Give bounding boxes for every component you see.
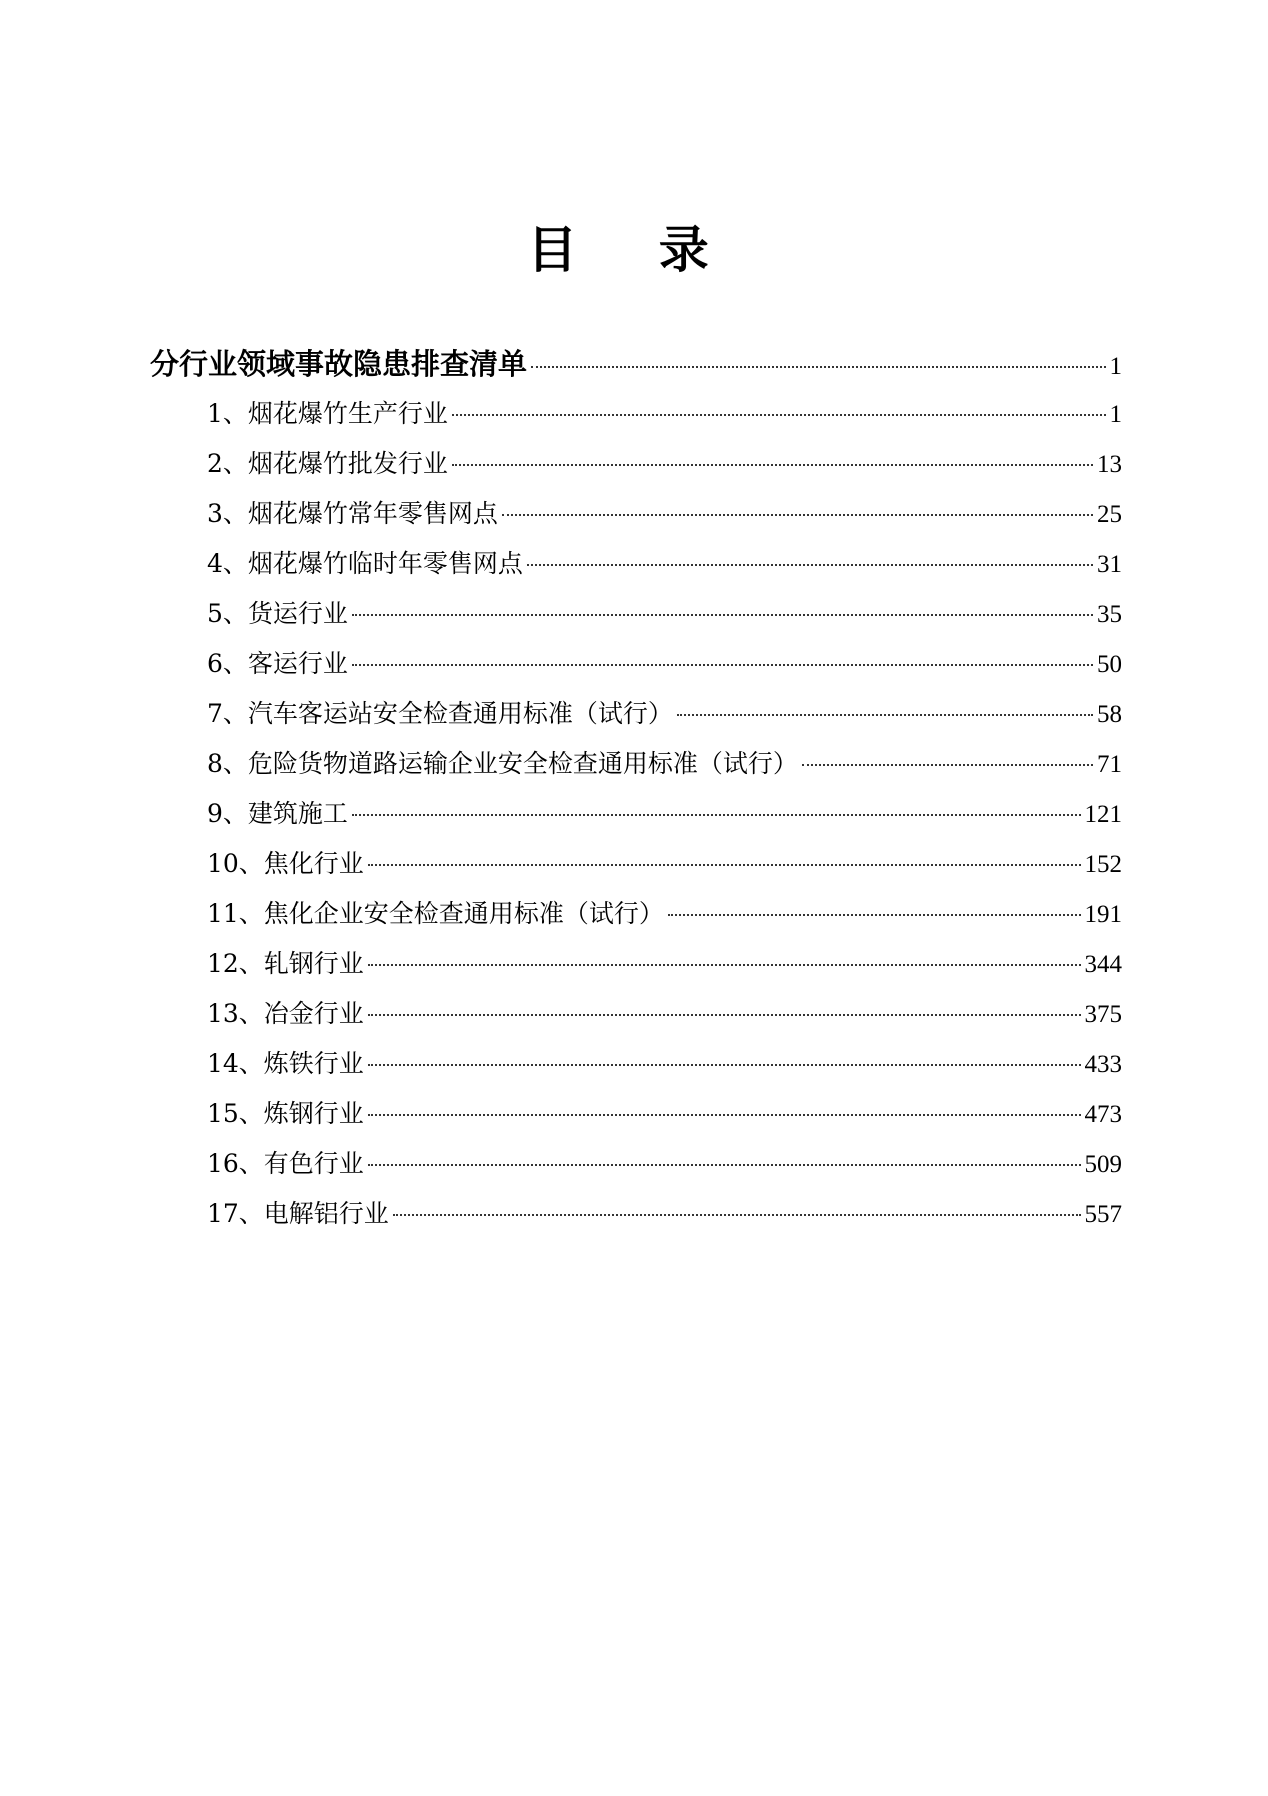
toc-entry-label: 6、客运行业 (207, 649, 348, 678)
toc-entry-page: 50 (1097, 651, 1122, 678)
toc-dot-leader (352, 814, 1081, 816)
toc-entry-label: 14、炼铁行业 (207, 1049, 364, 1078)
toc-entry-page: 375 (1084, 1001, 1122, 1028)
toc-dot-leader (502, 514, 1093, 516)
toc-entry-label: 3、烟花爆竹常年零售网点 (207, 499, 498, 528)
toc-entry-label: 17、电解铝行业 (207, 1199, 389, 1228)
toc-entry-page: 1 (1109, 401, 1122, 428)
toc-dot-leader (452, 464, 1093, 466)
toc-entry[interactable] (207, 794, 1122, 834)
toc-entry-page: 71 (1097, 751, 1122, 778)
toc-entry-main[interactable] (150, 344, 1122, 384)
toc-entry[interactable] (207, 944, 1122, 984)
toc-entry-label: 4、烟花爆竹临时年零售网点 (207, 549, 523, 578)
toc-entry-label: 9、建筑施工 (207, 799, 348, 828)
toc-entry[interactable] (207, 1194, 1122, 1234)
toc-entry[interactable] (207, 1094, 1122, 1134)
toc-entry-page: 152 (1084, 851, 1122, 878)
toc-entry-page: 473 (1084, 1101, 1122, 1128)
toc-entry-label: 12、轧钢行业 (207, 949, 364, 978)
toc-entry-label: 7、汽车客运站安全检查通用标准（试行） (207, 699, 673, 728)
toc-dot-leader (368, 1164, 1081, 1166)
toc-entry[interactable] (207, 1044, 1122, 1084)
toc-dot-leader (531, 366, 1105, 368)
toc-entry-label: 11、焦化企业安全检查通用标准（试行） (207, 899, 664, 928)
toc-entry-page: 31 (1097, 551, 1122, 578)
toc-entry[interactable] (207, 844, 1122, 884)
toc-entry-page: 433 (1084, 1051, 1122, 1078)
toc-entry-page: 1 (1109, 353, 1122, 380)
toc-entry-label: 15、炼钢行业 (207, 1099, 364, 1128)
toc-entry[interactable] (207, 644, 1122, 684)
toc-dot-leader (368, 1014, 1081, 1016)
toc-dot-leader (368, 1114, 1081, 1116)
toc-entry-label: 1、烟花爆竹生产行业 (207, 399, 448, 428)
toc-dot-leader (452, 414, 1106, 416)
toc-dot-leader (393, 1214, 1081, 1216)
toc-entry[interactable] (207, 444, 1122, 484)
toc-dot-leader (668, 914, 1081, 916)
toc-entry[interactable] (207, 744, 1122, 784)
toc-entry-page: 25 (1097, 501, 1122, 528)
toc-entry-label: 5、货运行业 (207, 599, 348, 628)
toc-dot-leader (368, 864, 1081, 866)
toc-entry-label: 2、烟花爆竹批发行业 (207, 449, 448, 478)
toc-entry-page: 191 (1084, 901, 1122, 928)
toc-entry-page: 344 (1084, 951, 1122, 978)
toc-dot-leader (352, 614, 1093, 616)
toc-entry[interactable] (207, 594, 1122, 634)
toc-entry[interactable] (207, 994, 1122, 1034)
toc-dot-leader (368, 964, 1081, 966)
toc-dot-leader (352, 664, 1093, 666)
toc-entry-page: 13 (1097, 451, 1122, 478)
toc-entry[interactable] (207, 394, 1122, 434)
toc-entry[interactable] (207, 544, 1122, 584)
toc-entry-page: 121 (1084, 801, 1122, 828)
toc-entry-label: 10、焦化行业 (207, 849, 364, 878)
toc-entry[interactable] (207, 894, 1122, 934)
page-title: 目 录 (527, 221, 741, 279)
toc-entry-page: 35 (1097, 601, 1122, 628)
toc-entry-label: 13、冶金行业 (207, 999, 364, 1028)
toc-entry[interactable] (207, 494, 1122, 534)
toc-dot-leader (368, 1064, 1081, 1066)
toc-entry[interactable] (207, 1144, 1122, 1184)
toc-entry-label: 分行业领域事故隐患排查清单 (150, 347, 528, 381)
toc-entry-page: 557 (1084, 1201, 1122, 1228)
toc-dot-leader (527, 564, 1093, 566)
toc-entry-page: 509 (1084, 1151, 1122, 1178)
toc-entry-label: 16、有色行业 (207, 1149, 364, 1178)
toc-dot-leader (677, 714, 1093, 716)
toc-entry-page: 58 (1097, 701, 1122, 728)
toc-dot-leader (802, 764, 1093, 766)
toc-entry-label: 8、危险货物道路运输企业安全检查通用标准（试行） (207, 749, 798, 778)
toc-entry[interactable] (207, 694, 1122, 734)
